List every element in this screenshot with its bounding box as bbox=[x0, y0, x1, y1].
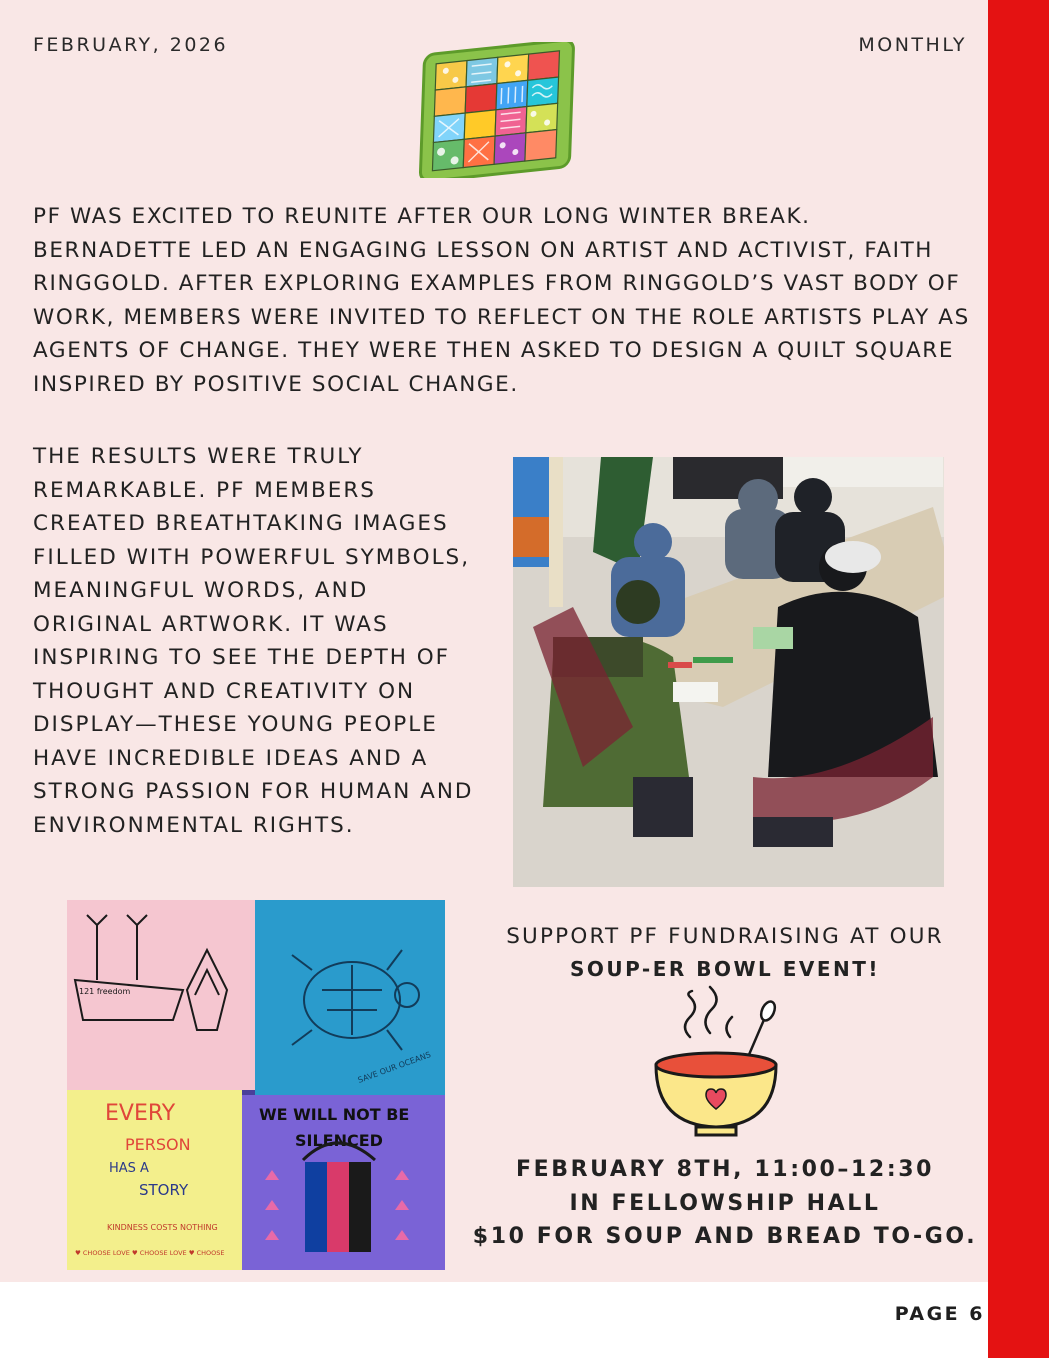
panel3-line2: PERSON bbox=[125, 1135, 191, 1154]
accent-bar bbox=[988, 0, 1049, 1358]
panel4-line2: SILENCED bbox=[295, 1131, 383, 1150]
panel3-line4: STORY bbox=[139, 1181, 189, 1199]
panel2-caption: SAVE OUR OCEANS bbox=[356, 1050, 433, 1085]
panel3-line5: KINDNESS COSTS NOTHING bbox=[107, 1223, 218, 1232]
issue-frequency: MONTHLY bbox=[858, 34, 967, 56]
panel3-line6: ♥ CHOOSE LOVE ♥ CHOOSE LOVE ♥ CHOOSE bbox=[75, 1249, 225, 1257]
panel1-caption: 121 freedom bbox=[79, 987, 131, 996]
page-number: PAGE 6 bbox=[894, 1303, 985, 1325]
results-paragraph: THE RESULTS WERE TRULY REMARKABLE. PF MEMBERS CREATED BREATHTAKING IMAGES FILLED WITH POWERFUL SYMBOLS, MEANINGFUL WORDS, AND ORIGINAL ARTWORK. IT WAS INSPIRING TO SEE THE DEPTH OF THOUGHT AND CREATIVITY ON DISPLAY—THESE YOUNG PEOPLE HAVE INCREDIBLE IDEAS AND A STRONG PASSION FOR HUMAN AND ENVIRONMENTAL RIGHTS. bbox=[33, 444, 474, 838]
intro-paragraph: PF WAS EXCITED TO REUNITE AFTER OUR LONG WINTER BREAK. BERNADETTE LED AN ENGAGING LESSON ON ARTIST AND ACTIVIST, FAITH RINGGOLD. AFTER EXPLORING EXAMPLES FROM RINGGOLD’S VAST BODY OF WORK, MEMBERS WERE INVITED TO REFLECT ON THE ROLE ARTISTS PLAY AS AGENTS OF CHANGE. THEY WERE THEN ASKED TO DESIGN A QUILT SQUARE INSPIRED BY POSITIVE SOCIAL CHANGE. bbox=[33, 204, 970, 397]
event-price: $10 FOR SOUP AND BREAD TO-GO. bbox=[472, 1224, 978, 1249]
support-heading: SUPPORT PF FUNDRAISING AT OUR bbox=[506, 924, 944, 949]
panel3-line3: HAS A bbox=[109, 1161, 149, 1176]
event-name: SOUP-ER BOWL EVENT! bbox=[569, 957, 881, 981]
event-location: IN FELLOWSHIP HALL bbox=[569, 1191, 881, 1216]
issue-date: FEBRUARY, 2026 bbox=[33, 34, 229, 56]
event-date-time: FEBRUARY 8TH, 11:00–12:30 bbox=[515, 1157, 935, 1182]
students-photo bbox=[513, 457, 944, 887]
quilt-artwork bbox=[67, 900, 445, 1270]
panel4-line1: WE WILL NOT BE bbox=[259, 1105, 410, 1124]
quilt-icon bbox=[404, 42, 584, 178]
soup-bowl-icon bbox=[646, 985, 786, 1145]
panel3-line1: EVERY bbox=[105, 1101, 176, 1126]
